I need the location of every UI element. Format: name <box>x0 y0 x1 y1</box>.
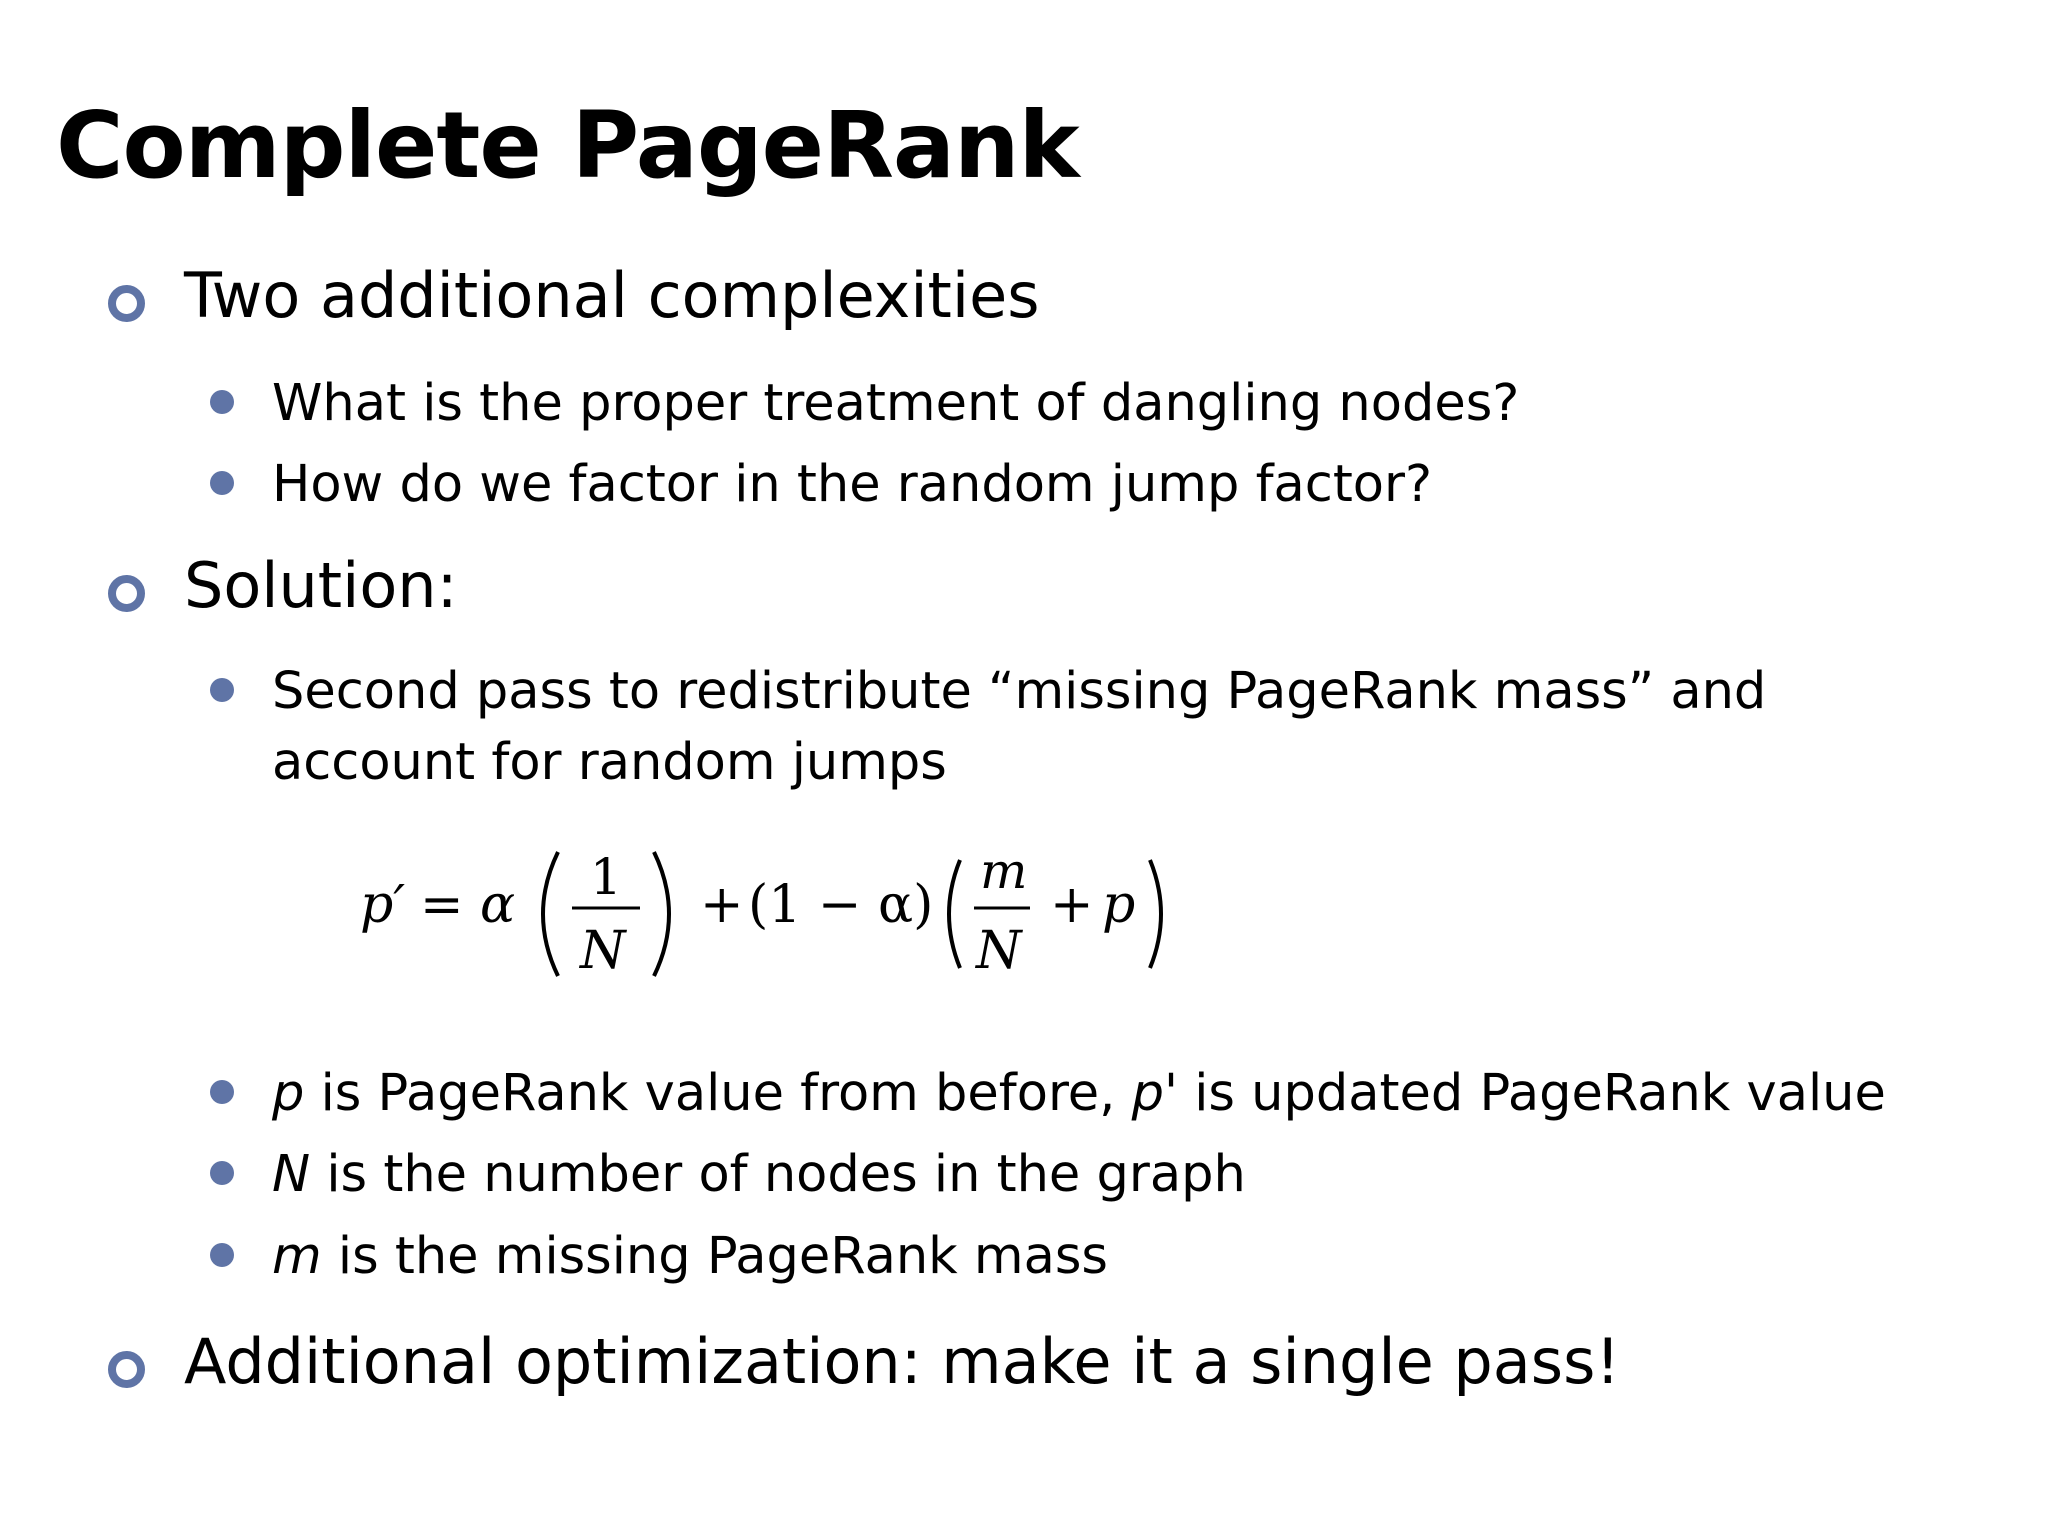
eq-p: p <box>1102 875 1136 935</box>
def-text: is PageRank value from before, <box>304 1064 1132 1123</box>
eq-N: N <box>580 921 626 981</box>
bullet-text: Solution: <box>184 549 458 622</box>
sub-bullet-text: How do we factor in the random jump factor? <box>272 455 1433 514</box>
eq-lhs: p′ <box>360 875 406 935</box>
def-symbol-2: p <box>1131 1064 1164 1123</box>
dot-bullet-icon <box>210 471 234 495</box>
ring-bullet-icon <box>108 285 145 322</box>
bullet-text: Additional optimization: make it a single pass! <box>184 1325 1621 1398</box>
eq-paren-left-2 <box>949 860 960 968</box>
eq-N-2: N <box>976 921 1022 981</box>
pagerank-equation <box>350 822 1180 1002</box>
def-text: is the number of nodes in the graph <box>310 1145 1246 1204</box>
eq-paren-left <box>543 852 558 976</box>
dot-bullet-icon <box>210 390 234 414</box>
def-symbol: p <box>272 1064 305 1123</box>
slide-title: Complete PageRank <box>56 92 1079 199</box>
eq-plus-2: + <box>1050 875 1094 935</box>
sub-bullet-dangling <box>272 368 1992 439</box>
dot-bullet-icon <box>210 1161 234 1185</box>
def-m <box>272 1221 1992 1292</box>
sub-bullet-text: Second pass to redistribute “missing PageRank mass” and account for random jumps <box>272 662 1767 792</box>
eq-m: m <box>980 842 1028 900</box>
bullet-text: Two additional complexities <box>184 259 1040 332</box>
bullet-solution <box>184 549 458 622</box>
bullet-optimization <box>184 1325 1621 1398</box>
bullet-complexities <box>184 259 1040 332</box>
def-symbol: N <box>272 1145 311 1204</box>
dot-bullet-icon <box>210 678 234 702</box>
ring-bullet-icon <box>108 1351 145 1388</box>
eq-plus: + <box>700 875 744 935</box>
def-N <box>272 1139 1992 1210</box>
dot-bullet-icon <box>210 1080 234 1104</box>
eq-equals: = <box>420 875 464 935</box>
def-text: is the missing PageRank mass <box>321 1227 1109 1286</box>
def-text-2: ' is updated PageRank value <box>1163 1064 1886 1123</box>
eq-one-minus-alpha: (1 − α) <box>748 875 934 935</box>
eq-one: 1 <box>590 848 622 906</box>
sub-bullet-second-pass <box>272 656 1972 798</box>
def-symbol: m <box>272 1227 322 1286</box>
eq-paren-right-2 <box>1150 860 1161 968</box>
dot-bullet-icon <box>210 1243 234 1267</box>
ring-bullet-icon <box>108 575 145 612</box>
sub-bullet-random-jump <box>272 449 1992 520</box>
sub-bullet-text: What is the proper treatment of dangling nodes? <box>272 374 1520 433</box>
eq-alpha: α <box>480 875 516 935</box>
def-p <box>272 1058 1992 1129</box>
eq-paren-right <box>654 852 669 976</box>
